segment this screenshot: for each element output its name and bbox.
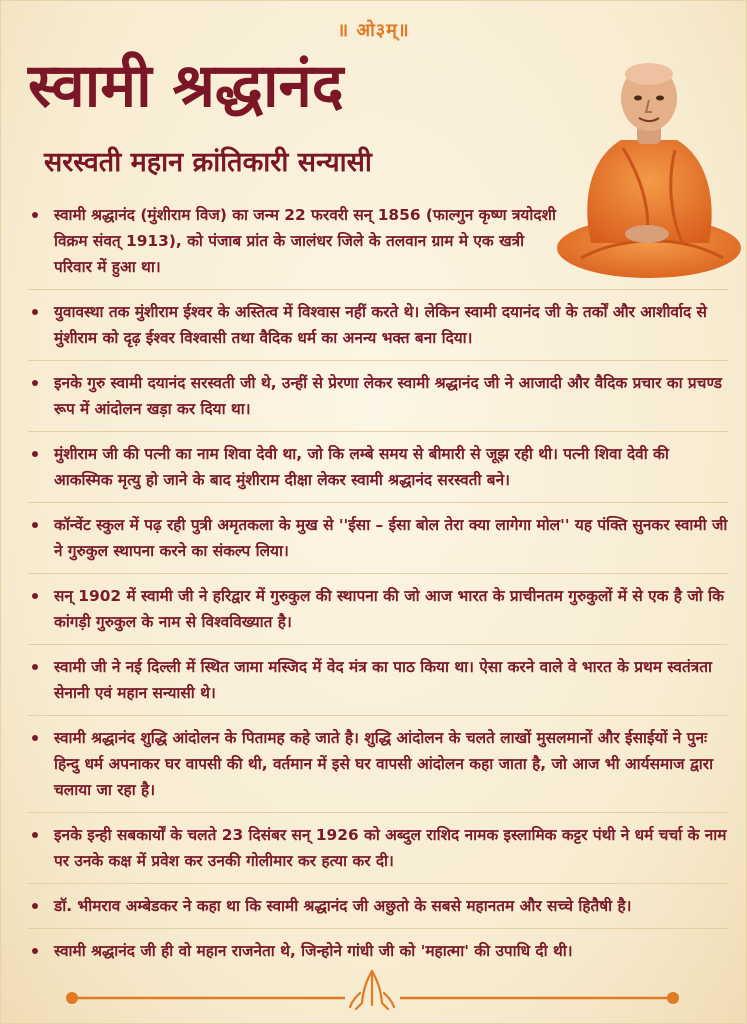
bullet-icon bbox=[32, 664, 38, 670]
points-list bbox=[28, 202, 728, 982]
point-text: स्वामी जी ने नई दिल्ली में स्थित जामा मस्जिद में वेद मंत्र का पाठ किया था। ऐसा करने वाले वे भारत के प्रथम स्वतंत्रता सेनानी एवं महान सन्यासी थे। bbox=[54, 658, 713, 702]
bullet-icon bbox=[32, 309, 38, 315]
point-item bbox=[28, 202, 728, 290]
om-heading: ॥ ओ३म्॥ bbox=[337, 20, 410, 41]
point-text: कॉन्वेंट स्कुल में पढ़ रही पुत्री अमृतकला के मुख से ''ईसा – ईसा बोल तेरा क्या लागेगा मोल'' यह पंक्ति सुनकर स्वामी जी ने गुरुकुल स्थापना करने का संकल्प लिया। bbox=[54, 516, 728, 560]
bullet-icon bbox=[32, 522, 38, 528]
page-subtitle: सरस्वती महान क्रांतिकारी सन्यासी bbox=[44, 147, 372, 178]
point-text: स्वामी श्रद्धानंद जी ही वो महान राजनेता थे, जिन्होने गांधी जी को 'महात्मा' की उपाधि दी थी। bbox=[54, 942, 573, 960]
point-item bbox=[28, 654, 728, 716]
point-text: स्वामी श्रद्धानंद (मुंशीराम विज) का जन्म 22 फरवरी सन् 1856 (फाल्गुन कृष्ण त्रयोदशी विक्रम संवत् 1913), को पंजाब प्रांत के जालंधर जिले के तलवान ग्राम मे एक खत्री परिवार में हुआ था। bbox=[54, 206, 556, 276]
bullet-icon bbox=[32, 948, 38, 954]
point-text: डॉ. भीमराव अम्बेडकर ने कहा था कि स्वामी श्रद्धानंद जी अछुतो के सबसे महानतम और सच्चे हितैषी है। bbox=[54, 897, 632, 915]
bullet-icon bbox=[32, 451, 38, 457]
footer-dot-left bbox=[66, 992, 78, 1004]
footer-dot-right bbox=[667, 992, 679, 1004]
point-text: इनके गुरु स्वामी दयानंद सरस्वती जी थे, उन्हीं से प्रेरणा लेकर स्वामी श्रद्धानंद जी ने आजादी और वैदिक प्रचार का प्रचण्ड रूप में आंदोलन खड़ा कर दिया था। bbox=[54, 374, 722, 418]
bullet-icon bbox=[32, 735, 38, 741]
point-item bbox=[28, 370, 728, 432]
point-item bbox=[28, 583, 728, 645]
point-text: इनके इन्ही सबकार्यों के चलते 23 दिसंबर सन् 1926 को अब्दुल राशिद नामक इस्लामिक कट्टर पंथी ने धर्म चर्चा के नाम पर उनके कक्ष में प्रवेश कर उनकी गोलीमार कर हत्या कर दी। bbox=[54, 826, 727, 870]
footer-ornament bbox=[60, 965, 685, 1015]
bullet-icon bbox=[32, 832, 38, 838]
bullet-icon bbox=[32, 593, 38, 599]
point-item bbox=[28, 725, 728, 813]
point-text: स्वामी श्रद्धानंद शुद्धि आंदोलन के पितामह कहे जाते है। शुद्धि आंदोलन के चलते लाखों मुसलमानों और ईसाईयों ने पुनः हिन्दु धर्म अपनाकर घर वापसी की थी, वर्तमान में इसे घर वापसी आंदोलन कहा जाता है, जो आज भी आर्यसमाज द्वारा चलाया जा रहा है। bbox=[54, 729, 714, 799]
point-item bbox=[28, 893, 728, 929]
folded-hands-icon bbox=[350, 971, 394, 1009]
point-text: मुंशीराम जी की पत्नी का नाम शिवा देवी था, जो कि लम्बे समय से बीमारी से जूझ रही थी। पत्नी शिवा देवी की आकस्मिक मृत्यु हो जाने के बाद मुंशीराम दीक्षा लेकर स्वामी श्रद्धानंद सरस्वती बने। bbox=[54, 445, 669, 489]
point-item bbox=[28, 512, 728, 574]
point-item bbox=[28, 441, 728, 503]
bullet-icon bbox=[32, 380, 38, 386]
point-text: युवावस्था तक मुंशीराम ईश्वर के अस्तित्व में विश्वास नहीं करते थे। लेकिन स्वामी दयानंद जी के तर्कों और आशीर्वाद से मुंशीराम को दृढ़ ईश्वर विश्वासी तथा वैदिक धर्म का अनन्य भक्त बना दिया। bbox=[54, 303, 707, 347]
point-item bbox=[28, 299, 728, 361]
bullet-icon bbox=[32, 212, 38, 218]
page-title: स्वामी श्रद्धानंद bbox=[28, 51, 344, 121]
point-text: सन् 1902 में स्वामी जी ने हरिद्वार में गुरुकुल की स्थापना की जो आज भारत के प्राचीनतम गुरुकुलों में से एक है जो कि कांगड़ी गुरुकुल के नाम से विश्वविख्यात है। bbox=[54, 587, 724, 631]
point-item bbox=[28, 822, 728, 884]
bullet-icon bbox=[32, 903, 38, 909]
